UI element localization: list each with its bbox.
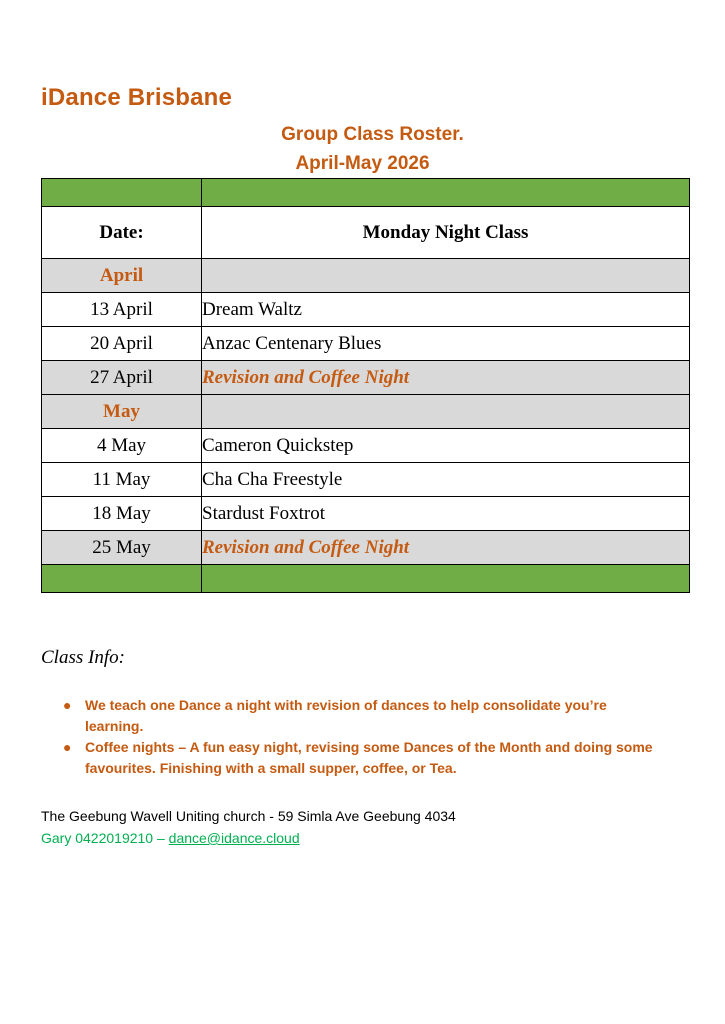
table-row-special: [42, 361, 690, 395]
email-link[interactable]: dance@idance.cloud: [168, 830, 300, 846]
table-row-special: [42, 531, 690, 565]
month-label: May: [42, 395, 202, 429]
bullet-icon: ●: [63, 697, 72, 713]
table-row: [42, 327, 690, 361]
venue-address: The Geebung Wavell Uniting church - 59 Simla Ave Geebung 4034: [41, 808, 456, 824]
bullet-icon: ●: [63, 739, 72, 755]
list-item: [41, 737, 661, 779]
brand-title: iDance Brisbane: [41, 84, 233, 111]
roster-title: Group Class Roster.: [281, 124, 464, 145]
contact-line: [41, 830, 300, 846]
month-label: April: [42, 259, 202, 293]
row-class: Anzac Centenary Blues: [202, 327, 690, 361]
table-bottom-band: [42, 565, 690, 593]
roster-table: [41, 178, 690, 593]
row-date: 18 May: [42, 497, 202, 531]
row-class: Stardust Foxtrot: [202, 497, 690, 531]
table-row: [42, 293, 690, 327]
row-date: 27 April: [42, 361, 202, 395]
row-date: 20 April: [42, 327, 202, 361]
month-empty-cell: [202, 259, 690, 293]
table-top-band: [42, 179, 690, 207]
band-cell: [202, 565, 690, 593]
list-item: [41, 695, 661, 737]
class-info-list: [41, 695, 661, 779]
header-class: Monday Night Class: [202, 207, 690, 259]
row-date: 4 May: [42, 429, 202, 463]
roster-period: April-May 2026: [295, 153, 430, 174]
band-cell: [42, 565, 202, 593]
band-cell: [42, 179, 202, 207]
table-row: [42, 463, 690, 497]
band-cell: [202, 179, 690, 207]
info-text: We teach one Dance a night with revision of dances to help consolidate you’re learning.: [85, 697, 607, 734]
row-class-special: Revision and Coffee Night: [202, 361, 690, 395]
month-row-april: [42, 259, 690, 293]
contact-phone: Gary 0422019210 –: [41, 830, 169, 846]
table-row: [42, 497, 690, 531]
month-row-may: [42, 395, 690, 429]
row-date: 13 April: [42, 293, 202, 327]
header-date: Date:: [42, 207, 202, 259]
month-empty-cell: [202, 395, 690, 429]
info-text: Coffee nights – A fun easy night, revising some Dances of the Month and doing some favourites. Finishing with a small supper, coffee, or Tea.: [85, 739, 653, 776]
row-class-special: Revision and Coffee Night: [202, 531, 690, 565]
table-header-row: [42, 207, 690, 259]
row-date: 11 May: [42, 463, 202, 497]
row-class: Dream Waltz: [202, 293, 690, 327]
class-info-heading: Class Info:: [41, 647, 125, 668]
row-class: Cameron Quickstep: [202, 429, 690, 463]
table-row: [42, 429, 690, 463]
row-date: 25 May: [42, 531, 202, 565]
row-class: Cha Cha Freestyle: [202, 463, 690, 497]
